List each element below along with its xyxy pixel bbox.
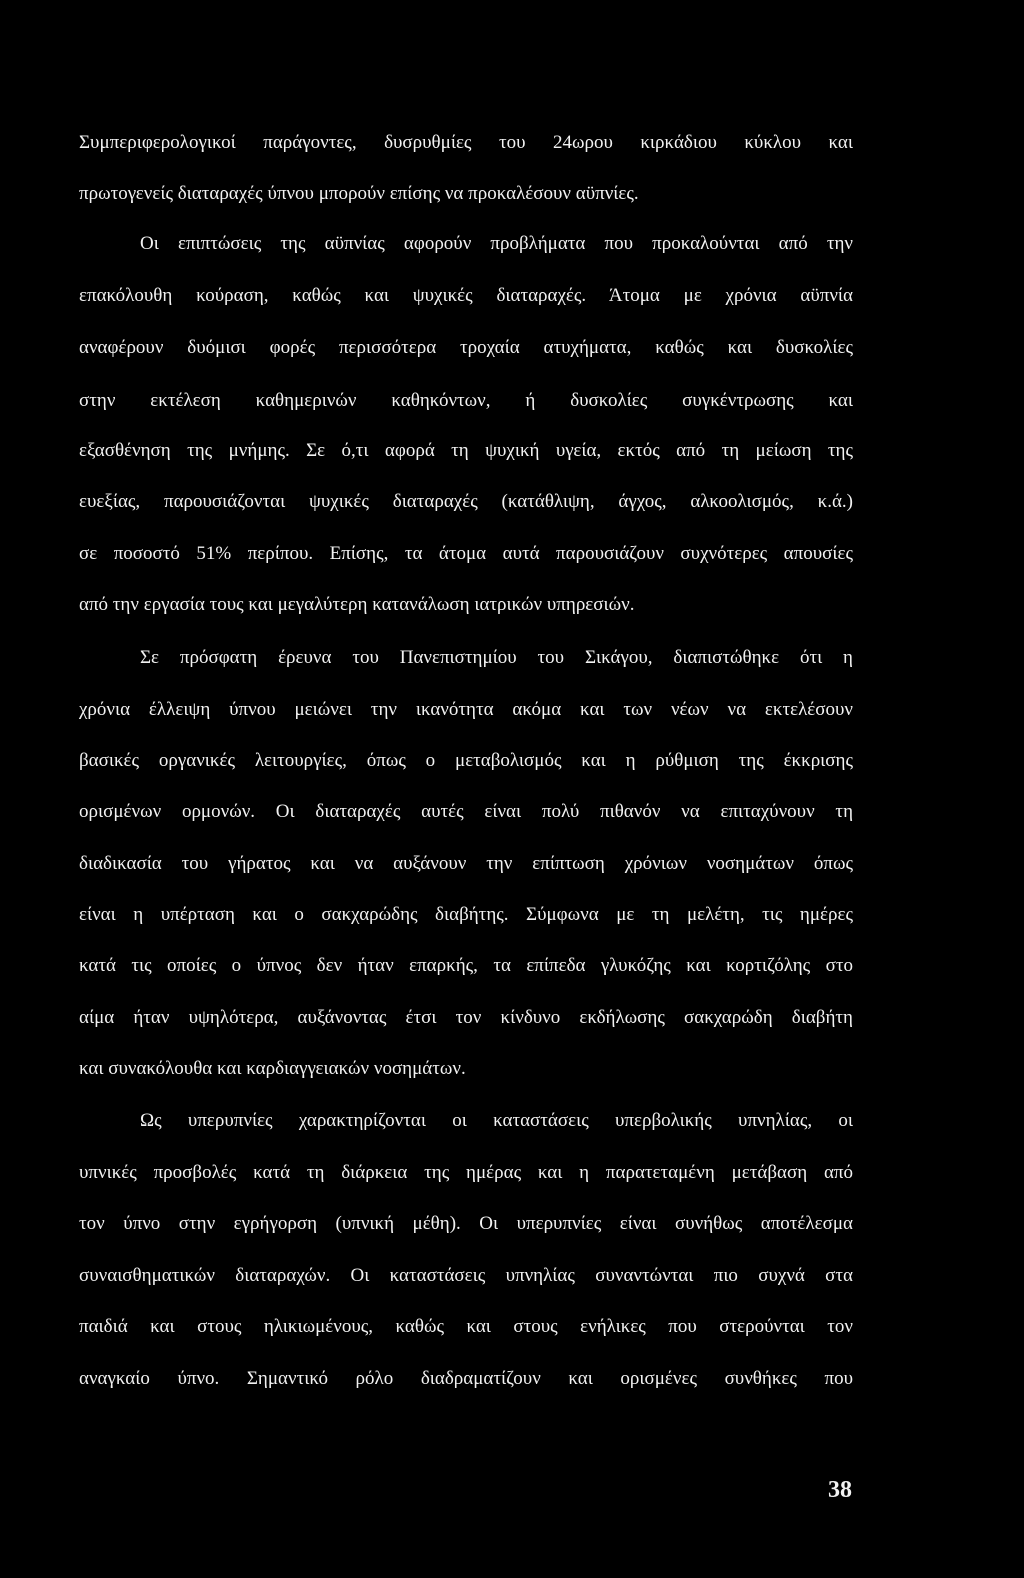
text-line: παιδιά και στους ηλικιωμένους, καθώς και στους ενήλικες που στερούνται τον: [79, 1316, 853, 1337]
text-line: αναφέρουν δυόμισι φορές περισσότερα τροχαία ατυχήματα, καθώς και δυσκολίες: [79, 337, 853, 358]
text-line: πρωτογενείς διαταραχές ύπνου μπορούν επίσης να προκαλέσουν αϋπνίες.: [79, 183, 639, 204]
text-line: χρόνια έλλειψη ύπνου μειώνει την ικανότητα ακόμα και των νέων να εκτελέσουν: [79, 699, 853, 720]
text-line: Συμπεριφερολογικοί παράγοντες, δυσρυθμίες του 24ωρου κιρκάδιου κύκλου και: [79, 132, 853, 153]
text-line: στην εκτέλεση καθημερινών καθηκόντων, ή δυσκολίες συγκέντρωσης και: [79, 390, 853, 411]
text-line: από την εργασία τους και μεγαλύτερη κατανάλωση ιατρικών υπηρεσιών.: [79, 594, 635, 615]
text-line: αίμα ήταν υψηλότερα, αυξάνοντας έτσι τον κίνδυνο εκδήλωσης σακχαρώδη διαβήτη: [79, 1007, 853, 1028]
text-line: και συνακόλουθα και καρδιαγγειακών νοσημάτων.: [79, 1058, 466, 1079]
text-line: ορισμένων ορμονών. Οι διαταραχές αυτές είναι πολύ πιθανόν να επιταχύνουν τη: [79, 801, 853, 822]
text-line: υπνικές προσβολές κατά τη διάρκεια της ημέρας και η παρατεταμένη μετάβαση από: [79, 1162, 853, 1183]
text-line: Οι επιπτώσεις της αϋπνίας αφορούν προβλήματα που προκαλούνται από την: [140, 233, 853, 254]
text-line: βασικές οργανικές λειτουργίες, όπως ο μεταβολισμός και η ρύθμιση της έκκρισης: [79, 750, 853, 771]
text-line: τον ύπνο στην εγρήγορση (υπνική μέθη). Οι υπερυπνίες είναι συνήθως αποτέλεσμα: [79, 1213, 853, 1234]
text-line: διαδικασία του γήρατος και να αυξάνουν την επίπτωση χρόνιων νοσημάτων όπως: [79, 853, 853, 874]
text-line: κατά τις οποίες ο ύπνος δεν ήταν επαρκής, τα επίπεδα γλυκόζης και κορτιζόλης στο: [79, 955, 853, 976]
text-line: Σε πρόσφατη έρευνα του Πανεπιστημίου του Σικάγου, διαπιστώθηκε ότι η: [140, 647, 853, 668]
text-line: επακόλουθη κούραση, καθώς και ψυχικές διαταραχές. Άτομα με χρόνια αϋπνία: [79, 285, 853, 306]
text-line: εξασθένηση της μνήμης. Σε ό,τι αφορά τη ψυχική υγεία, εκτός από τη μείωση της: [79, 440, 853, 461]
text-line: Ως υπερυπνίες χαρακτηρίζονται οι καταστάσεις υπερβολικής υπνηλίας, οι: [140, 1110, 853, 1131]
page-number: 38: [828, 1477, 852, 1503]
text-line: είναι η υπέρταση και ο σακχαρώδης διαβήτης. Σύμφωνα με τη μελέτη, τις ημέρες: [79, 904, 853, 925]
text-line: ευεξίας, παρουσιάζονται ψυχικές διαταραχές (κατάθλιψη, άγχος, αλκοολισμός, κ.ά.): [79, 491, 853, 512]
text-line: σε ποσοστό 51% περίπου. Επίσης, τα άτομα αυτά παρουσιάζουν συχνότερες απουσίες: [79, 543, 853, 564]
text-line: αναγκαίο ύπνο. Σημαντικό ρόλο διαδραματίζουν και ορισμένες συνθήκες που: [79, 1368, 853, 1389]
text-line: συναισθηματικών διαταραχών. Οι καταστάσεις υπνηλίας συναντώνται πιο συχνά στα: [79, 1265, 853, 1286]
